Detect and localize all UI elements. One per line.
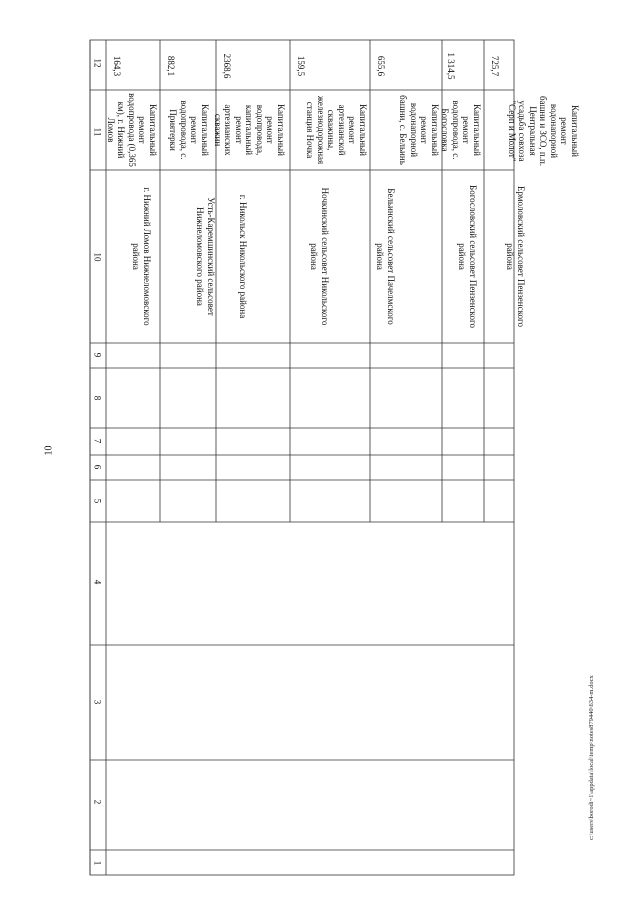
col-number-8: 8: [92, 395, 103, 401]
table-row-7-col11: Капитальный ремонт водонапорной башни и ЗСО, п.п. Центральная усадьба совхоза "Серп и Молот": [507, 95, 580, 167]
page-number: 10: [43, 445, 55, 456]
col-number-5: 5: [92, 498, 103, 504]
table-row-1-col12: 164,3: [112, 55, 122, 77]
col-number-10: 10: [92, 252, 103, 262]
col-number-6: 6: [92, 464, 103, 470]
col-number-3: 3: [92, 699, 103, 705]
col-number-2: 2: [92, 799, 103, 805]
table-row-4-col10: Ночкинский сельсовет Никольского района: [309, 187, 330, 326]
col-number-1: 1: [92, 860, 103, 866]
table-row-5-col11: Капитальный ремонт водонапорной башни, с. Бельинь: [398, 95, 440, 165]
table-row-2-col12: 882,1: [166, 55, 176, 77]
table-row-6-col11: Капитальный ремонт водопровода, с. Богословка: [440, 100, 482, 160]
table-row-2-col11: Капитальный ремонт водопровода, с. Приятерки: [168, 100, 210, 160]
col-number-7: 7: [92, 438, 103, 444]
table-row-7-col12: 725,7: [490, 55, 500, 77]
table-row-6-col10: Богословский сельсовет Пензенского района: [457, 185, 478, 328]
table-row-4-col11: Капитальный ремонт артезианской скважины, железнодорожная станция Ночка: [305, 95, 368, 165]
table-row-2-col10: Усть-Каремшинский сельсовет Нижнеломовского района: [195, 197, 216, 316]
table-row-3-col12: 2368,6: [222, 53, 232, 79]
table-row-5-col12: 655,6: [376, 55, 386, 77]
col-number-4: 4: [92, 579, 103, 585]
table-row-1-col11: Капитальный ремонт водопровода (0,365 км), г. Нижний Ломов: [106, 93, 158, 167]
table-row-4-col12: 159,5: [296, 55, 306, 77]
table-row-1-col10: г. Нижний Ломов Нижнеломовского района: [131, 187, 152, 326]
table-row-3-col11: Капитальный ремонт водопровода, капитальный ремонт артезианских скважин: [213, 104, 286, 156]
footer-file-path: c:\users\borodi~1\appdata\local\temp\notes879440\634-m.docx: [588, 675, 595, 840]
col-number-9: 9: [92, 352, 103, 358]
table-row-6-col12: 1 314,5: [446, 52, 456, 80]
table-row-5-col10: Бельинский сельсовет Пачелмского района: [375, 188, 396, 325]
table-row-3-col10: г. Никольск Никольского района: [238, 194, 248, 319]
col-number-11: 11: [92, 127, 103, 137]
col-number-12: 12: [92, 58, 103, 68]
table-row-7-col10: Ермоловский сельсовет Пензенского района: [505, 186, 526, 327]
